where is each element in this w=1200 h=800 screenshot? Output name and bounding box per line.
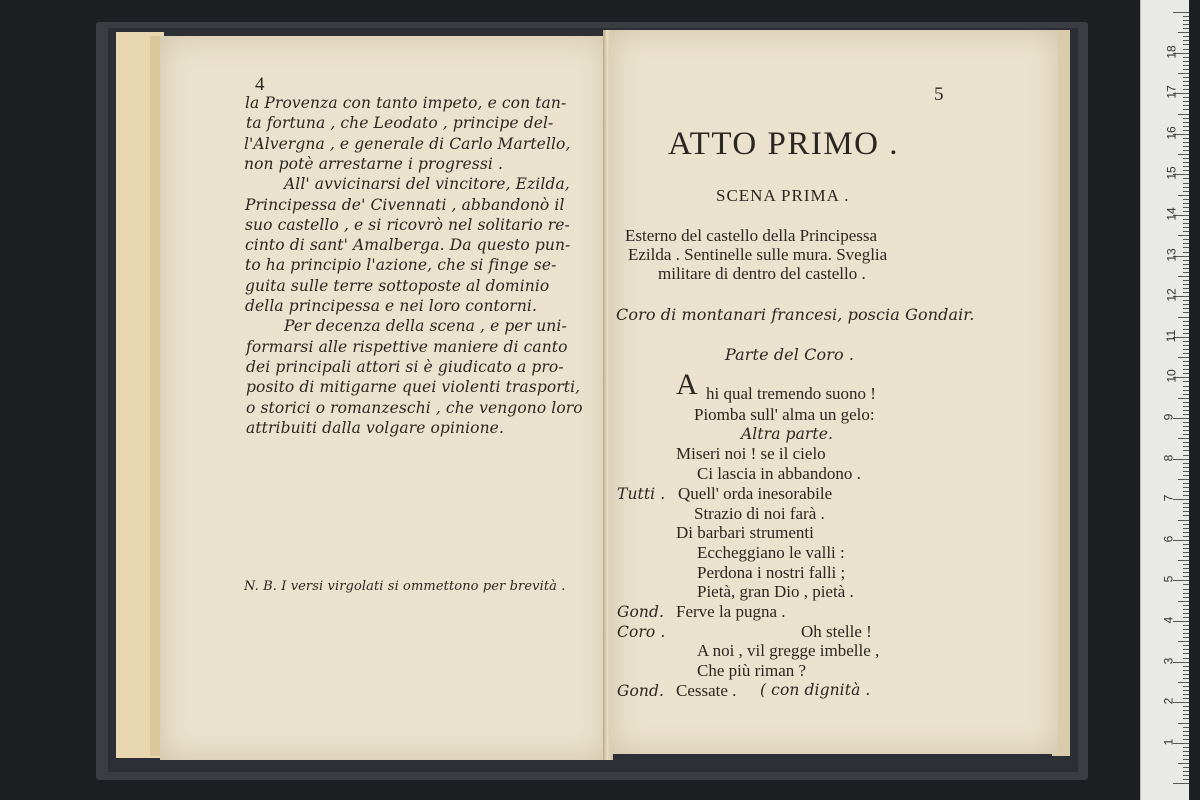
ruler-number: 16 [1164, 126, 1179, 140]
ruler-tick [1183, 20, 1189, 21]
ruler-tick [1173, 499, 1189, 500]
ruler-tick [1183, 40, 1189, 41]
verse-line: Che più riman ? [697, 661, 807, 681]
left-text-line: guita sulle terre sottoposte al dominio [245, 276, 550, 295]
setting-line: Esterno del castello della Principessa [625, 226, 878, 245]
speaker-label: Gond. [617, 681, 665, 700]
ruler-tick [1183, 288, 1189, 289]
ruler-tick [1183, 771, 1189, 772]
ruler-tick [1183, 227, 1189, 228]
ruler-tick [1183, 548, 1189, 549]
speaker-label: Gond. [617, 603, 665, 621]
ruler-tick [1178, 438, 1189, 439]
left-text-line: suo castello , e si ricovrò nel solitario re- [245, 215, 570, 234]
ruler-tick [1183, 495, 1189, 496]
ruler-tick [1183, 589, 1189, 590]
ruler-tick [1183, 207, 1189, 208]
ruler-tick [1183, 308, 1189, 309]
ruler-tick [1178, 641, 1189, 642]
ruler-number: 17 [1164, 85, 1179, 99]
left-text-line: attribuiti dalla volgare opinione. [246, 418, 504, 437]
ruler-number: 2 [1161, 697, 1176, 705]
verse-line: Di barbari strumenti [676, 523, 814, 543]
ruler-tick [1183, 333, 1189, 334]
ruler-tick [1183, 653, 1189, 654]
ruler-tick [1183, 300, 1189, 301]
ruler-tick [1183, 81, 1189, 82]
ruler-tick [1178, 154, 1189, 155]
ruler-tick [1178, 398, 1189, 399]
act-title: ATTO PRIMO . [668, 126, 900, 162]
left-page-note: N. B. I versi virgolati si ommettono per brevità . [244, 579, 566, 594]
ruler-tick [1183, 239, 1189, 240]
ruler-tick [1183, 77, 1189, 78]
ruler-tick [1183, 507, 1189, 508]
ruler-tick [1183, 126, 1189, 127]
stage-direction: ( con dignità . [760, 680, 871, 699]
ruler-tick [1183, 455, 1189, 456]
verse-line: Piomba sull' alma un gelo: [694, 405, 875, 424]
ruler-tick [1183, 698, 1189, 699]
left-text-line: cinto di sant' Amalberga. Da questo pun- [245, 236, 571, 255]
ruler-tick [1183, 264, 1189, 265]
ruler-tick [1183, 142, 1189, 143]
ruler-tick [1183, 345, 1189, 346]
ruler-number: 7 [1161, 494, 1176, 502]
ruler-tick [1183, 625, 1189, 626]
ruler-tick [1183, 97, 1189, 98]
ruler-tick [1183, 584, 1189, 585]
ruler-tick [1183, 414, 1189, 415]
ruler-tick [1183, 329, 1189, 330]
ruler-tick [1183, 89, 1189, 90]
ruler-tick [1183, 158, 1189, 159]
left-text-line: posito di mitigarne quei violenti trasporti, [246, 378, 581, 397]
ruler-tick [1183, 633, 1189, 634]
ruler-number: 3 [1161, 657, 1176, 664]
ruler-number: 11 [1164, 329, 1179, 343]
ruler-tick [1183, 666, 1189, 667]
left-text-line: Principessa de' Civennati , abbandonò il [245, 195, 565, 214]
left-text-line: All' avvicinarsi del vincitore, Ezilda, [284, 175, 570, 194]
ruler-tick [1183, 556, 1189, 557]
setting-line: Ezilda . Sentinelle sulle mura. Sveglia [628, 245, 888, 264]
ruler-tick [1183, 243, 1189, 244]
ruler-tick [1183, 187, 1189, 188]
ruler-tick [1178, 73, 1189, 74]
ruler-tick [1173, 702, 1189, 703]
verse-line: Perdona i nostri falli ; [697, 562, 846, 582]
ruler-tick [1183, 694, 1189, 695]
ruler-tick [1183, 552, 1189, 553]
verse-line: Cessate . [676, 680, 737, 700]
ruler-tick [1183, 138, 1189, 139]
ruler-tick [1183, 69, 1189, 70]
ruler-tick [1183, 36, 1189, 37]
ruler-tick [1183, 775, 1189, 776]
ruler-tick [1183, 649, 1189, 650]
ruler-tick [1183, 101, 1189, 102]
ruler-tick [1183, 524, 1189, 525]
verse-line: Ferve la pugna . [676, 602, 786, 621]
ruler-tick [1183, 410, 1189, 411]
ruler-number: 9 [1161, 413, 1176, 421]
ruler-tick [1183, 369, 1189, 370]
speaker-label: Coro . [617, 622, 666, 641]
stage-direction: Altra parte. [741, 424, 834, 443]
verse-line: Eccheggiano le valli : [697, 542, 845, 562]
ruler-tick [1183, 304, 1189, 305]
drop-cap: A [676, 368, 698, 401]
ruler-tick [1183, 231, 1189, 232]
ruler-tick [1173, 743, 1189, 744]
ruler-tick [1183, 593, 1189, 594]
ruler-tick [1183, 321, 1189, 322]
ruler-tick [1183, 402, 1189, 403]
left-text-line: Per decenza della scena , e per uni- [284, 317, 567, 336]
ruler-tick [1183, 674, 1189, 675]
ruler-tick [1173, 580, 1189, 581]
ruler-tick [1183, 183, 1189, 184]
ruler-tick [1183, 118, 1189, 119]
ruler-tick [1183, 430, 1189, 431]
ruler-tick [1173, 662, 1189, 663]
ruler-tick [1183, 170, 1189, 171]
ruler-tick [1183, 467, 1189, 468]
ruler-tick [1173, 12, 1189, 13]
left-text-line: o storici o romanzeschi , che vengono loro [246, 398, 583, 417]
ruler-tick [1183, 613, 1189, 614]
ruler-tick [1183, 576, 1189, 577]
setting-line: militare di dentro del castello . [658, 264, 866, 283]
ruler-tick [1183, 536, 1189, 537]
ruler-tick [1183, 199, 1189, 200]
ruler-tick [1183, 515, 1189, 516]
ruler-tick [1183, 706, 1189, 707]
ruler-tick [1183, 422, 1189, 423]
ruler-tick [1183, 57, 1189, 58]
ruler-tick [1183, 203, 1189, 204]
ruler-tick [1183, 28, 1189, 29]
verse-line: Pietà, gran Dio , pietà . [697, 582, 854, 602]
ruler-tick [1178, 601, 1189, 602]
ruler-tick [1183, 24, 1189, 25]
ruler-tick [1178, 357, 1189, 358]
ruler-tick [1183, 779, 1189, 780]
ruler-tick [1183, 61, 1189, 62]
verse-line: Ci lascia in abbandono . [697, 464, 861, 484]
ruler-tick [1183, 714, 1189, 715]
ruler-tick [1178, 317, 1189, 318]
ruler-tick [1183, 759, 1189, 760]
ruler-number: 4 [1161, 616, 1176, 624]
ruler-tick [1183, 446, 1189, 447]
ruler-tick [1183, 211, 1189, 212]
ruler-tick [1178, 32, 1189, 33]
ruler-tick [1183, 609, 1189, 610]
ruler-tick [1183, 532, 1189, 533]
ruler-tick [1173, 783, 1189, 784]
ruler-tick [1183, 690, 1189, 691]
ruler-tick [1183, 597, 1189, 598]
ruler-tick [1183, 475, 1189, 476]
ruler-tick [1183, 361, 1189, 362]
ruler-tick [1183, 353, 1189, 354]
left-text-line: la Provenza con tanto impeto, e con tan- [245, 94, 567, 112]
ruler-tick [1173, 540, 1189, 541]
ruler-tick [1183, 483, 1189, 484]
ruler-tick [1183, 564, 1189, 565]
left-text-line: ta fortuna , che Leodato , principe del- [246, 114, 554, 133]
right-page-number: 5 [934, 84, 944, 105]
ruler-tick [1183, 617, 1189, 618]
ruler-tick [1183, 394, 1189, 395]
ruler-tick [1183, 349, 1189, 350]
ruler-tick [1183, 686, 1189, 687]
ruler-number: 1 [1161, 738, 1176, 746]
left-text-line: l'Alvergna , e generale di Carlo Martello, [244, 134, 571, 153]
verse-line: Miseri noi ! se il cielo [676, 444, 826, 464]
ruler-tick [1183, 735, 1189, 736]
ruler-tick [1183, 487, 1189, 488]
ruler-tick [1178, 682, 1189, 683]
ruler-tick [1183, 373, 1189, 374]
verse-line: Quell' orda inesorabile [678, 483, 833, 503]
ruler-tick [1183, 166, 1189, 167]
ruler-tick [1183, 341, 1189, 342]
ruler-tick [1183, 65, 1189, 66]
ruler-tick [1183, 406, 1189, 407]
ruler-tick [1183, 219, 1189, 220]
ruler-tick [1183, 718, 1189, 719]
ruler-tick [1183, 450, 1189, 451]
ruler-tick [1183, 312, 1189, 313]
ruler-tick [1183, 85, 1189, 86]
ruler-tick [1183, 365, 1189, 366]
ruler-tick [1183, 434, 1189, 435]
ruler-tick [1183, 767, 1189, 768]
left-text-line: della principessa e nei loro contorni. [245, 297, 537, 315]
ruler-number: 13 [1164, 247, 1179, 262]
ruler-number: 14 [1164, 207, 1179, 221]
ruler-number: 12 [1164, 288, 1179, 302]
ruler-tick [1183, 528, 1189, 529]
ruler-tick [1183, 710, 1189, 711]
ruler-tick [1183, 637, 1189, 638]
ruler-tick [1183, 568, 1189, 569]
ruler-tick [1183, 491, 1189, 492]
ruler-tick [1183, 247, 1189, 248]
ruler-tick [1178, 114, 1189, 115]
ruler-tick [1183, 544, 1189, 545]
ruler-number: 6 [1161, 535, 1176, 543]
ruler-tick [1183, 572, 1189, 573]
left-text-line: to ha principio l'azione, che si finge se- [245, 256, 557, 275]
ruler-number: 10 [1164, 369, 1179, 384]
ruler-tick [1183, 605, 1189, 606]
ruler-tick [1183, 130, 1189, 131]
ruler-tick [1183, 747, 1189, 748]
ruler-tick [1183, 386, 1189, 387]
ruler-tick [1183, 426, 1189, 427]
ruler-tick [1183, 109, 1189, 110]
ruler-tick [1183, 122, 1189, 123]
ruler-tick [1183, 16, 1189, 17]
ruler-tick [1183, 223, 1189, 224]
ruler-tick [1183, 463, 1189, 464]
ruler-number: 8 [1161, 454, 1176, 461]
ruler-tick [1183, 162, 1189, 163]
speaker-label: Tutti . [617, 484, 666, 503]
ruler-tick [1183, 260, 1189, 261]
ruler-tick [1183, 727, 1189, 728]
ruler-tick [1183, 442, 1189, 443]
ruler-tick [1183, 105, 1189, 106]
ruler-tick [1183, 471, 1189, 472]
characters-line: Coro di montanari francesi, poscia Gondair. [616, 305, 975, 324]
verse-line: hi qual tremendo suono ! [706, 384, 876, 403]
ruler-tick [1183, 292, 1189, 293]
ruler-tick [1173, 459, 1189, 460]
ruler-tick [1173, 621, 1189, 622]
ruler-tick [1183, 44, 1189, 45]
ruler-tick [1183, 670, 1189, 671]
ruler-tick [1183, 325, 1189, 326]
left-text-line: formarsi alle rispettive maniere di canto [246, 337, 568, 356]
measurement-ruler [1140, 0, 1189, 800]
ruler-tick [1183, 645, 1189, 646]
ruler-tick [1178, 520, 1189, 521]
ruler-tick [1183, 755, 1189, 756]
ruler-tick [1178, 195, 1189, 196]
ruler-tick [1183, 503, 1189, 504]
ruler-tick [1183, 678, 1189, 679]
ruler-tick [1183, 49, 1189, 50]
ruler-tick [1178, 479, 1189, 480]
ruler-tick [1178, 276, 1189, 277]
ruler-tick [1183, 629, 1189, 630]
ruler-tick [1183, 150, 1189, 151]
verse-line: Strazio di noi farà . [694, 503, 825, 523]
ruler-tick [1178, 235, 1189, 236]
ruler-number: 15 [1164, 166, 1179, 181]
ruler-tick [1183, 739, 1189, 740]
ruler-tick [1183, 511, 1189, 512]
ruler-tick [1178, 560, 1189, 561]
ruler-tick [1178, 763, 1189, 764]
verse-line: A noi , vil gregge imbelle , [697, 641, 880, 661]
ruler-tick [1183, 268, 1189, 269]
ruler-tick [1183, 731, 1189, 732]
ruler-tick [1183, 658, 1189, 659]
ruler-tick [1183, 191, 1189, 192]
ruler-tick [1178, 723, 1189, 724]
ruler-tick [1183, 284, 1189, 285]
ruler-tick [1173, 418, 1189, 419]
ruler-tick [1183, 272, 1189, 273]
left-page-number: 4 [255, 74, 265, 95]
left-text-line: non potè arrestarne i progressi . [244, 154, 504, 173]
ruler-number: 5 [1161, 576, 1176, 583]
part-label: Parte del Coro . [725, 345, 855, 364]
ruler-number: 18 [1164, 44, 1179, 59]
ruler-tick [1183, 381, 1189, 382]
ruler-tick [1183, 146, 1189, 147]
ruler-tick [1183, 252, 1189, 253]
ruler-tick [1183, 751, 1189, 752]
ruler-tick [1183, 178, 1189, 179]
ruler-tick [1183, 390, 1189, 391]
ruler-tick [1183, 280, 1189, 281]
scene-title: SCENA PRIMA . [716, 186, 850, 205]
verse-line: Oh stelle ! [801, 621, 872, 641]
left-text-line: dei principali attori si è giudicato a pro- [246, 357, 564, 376]
